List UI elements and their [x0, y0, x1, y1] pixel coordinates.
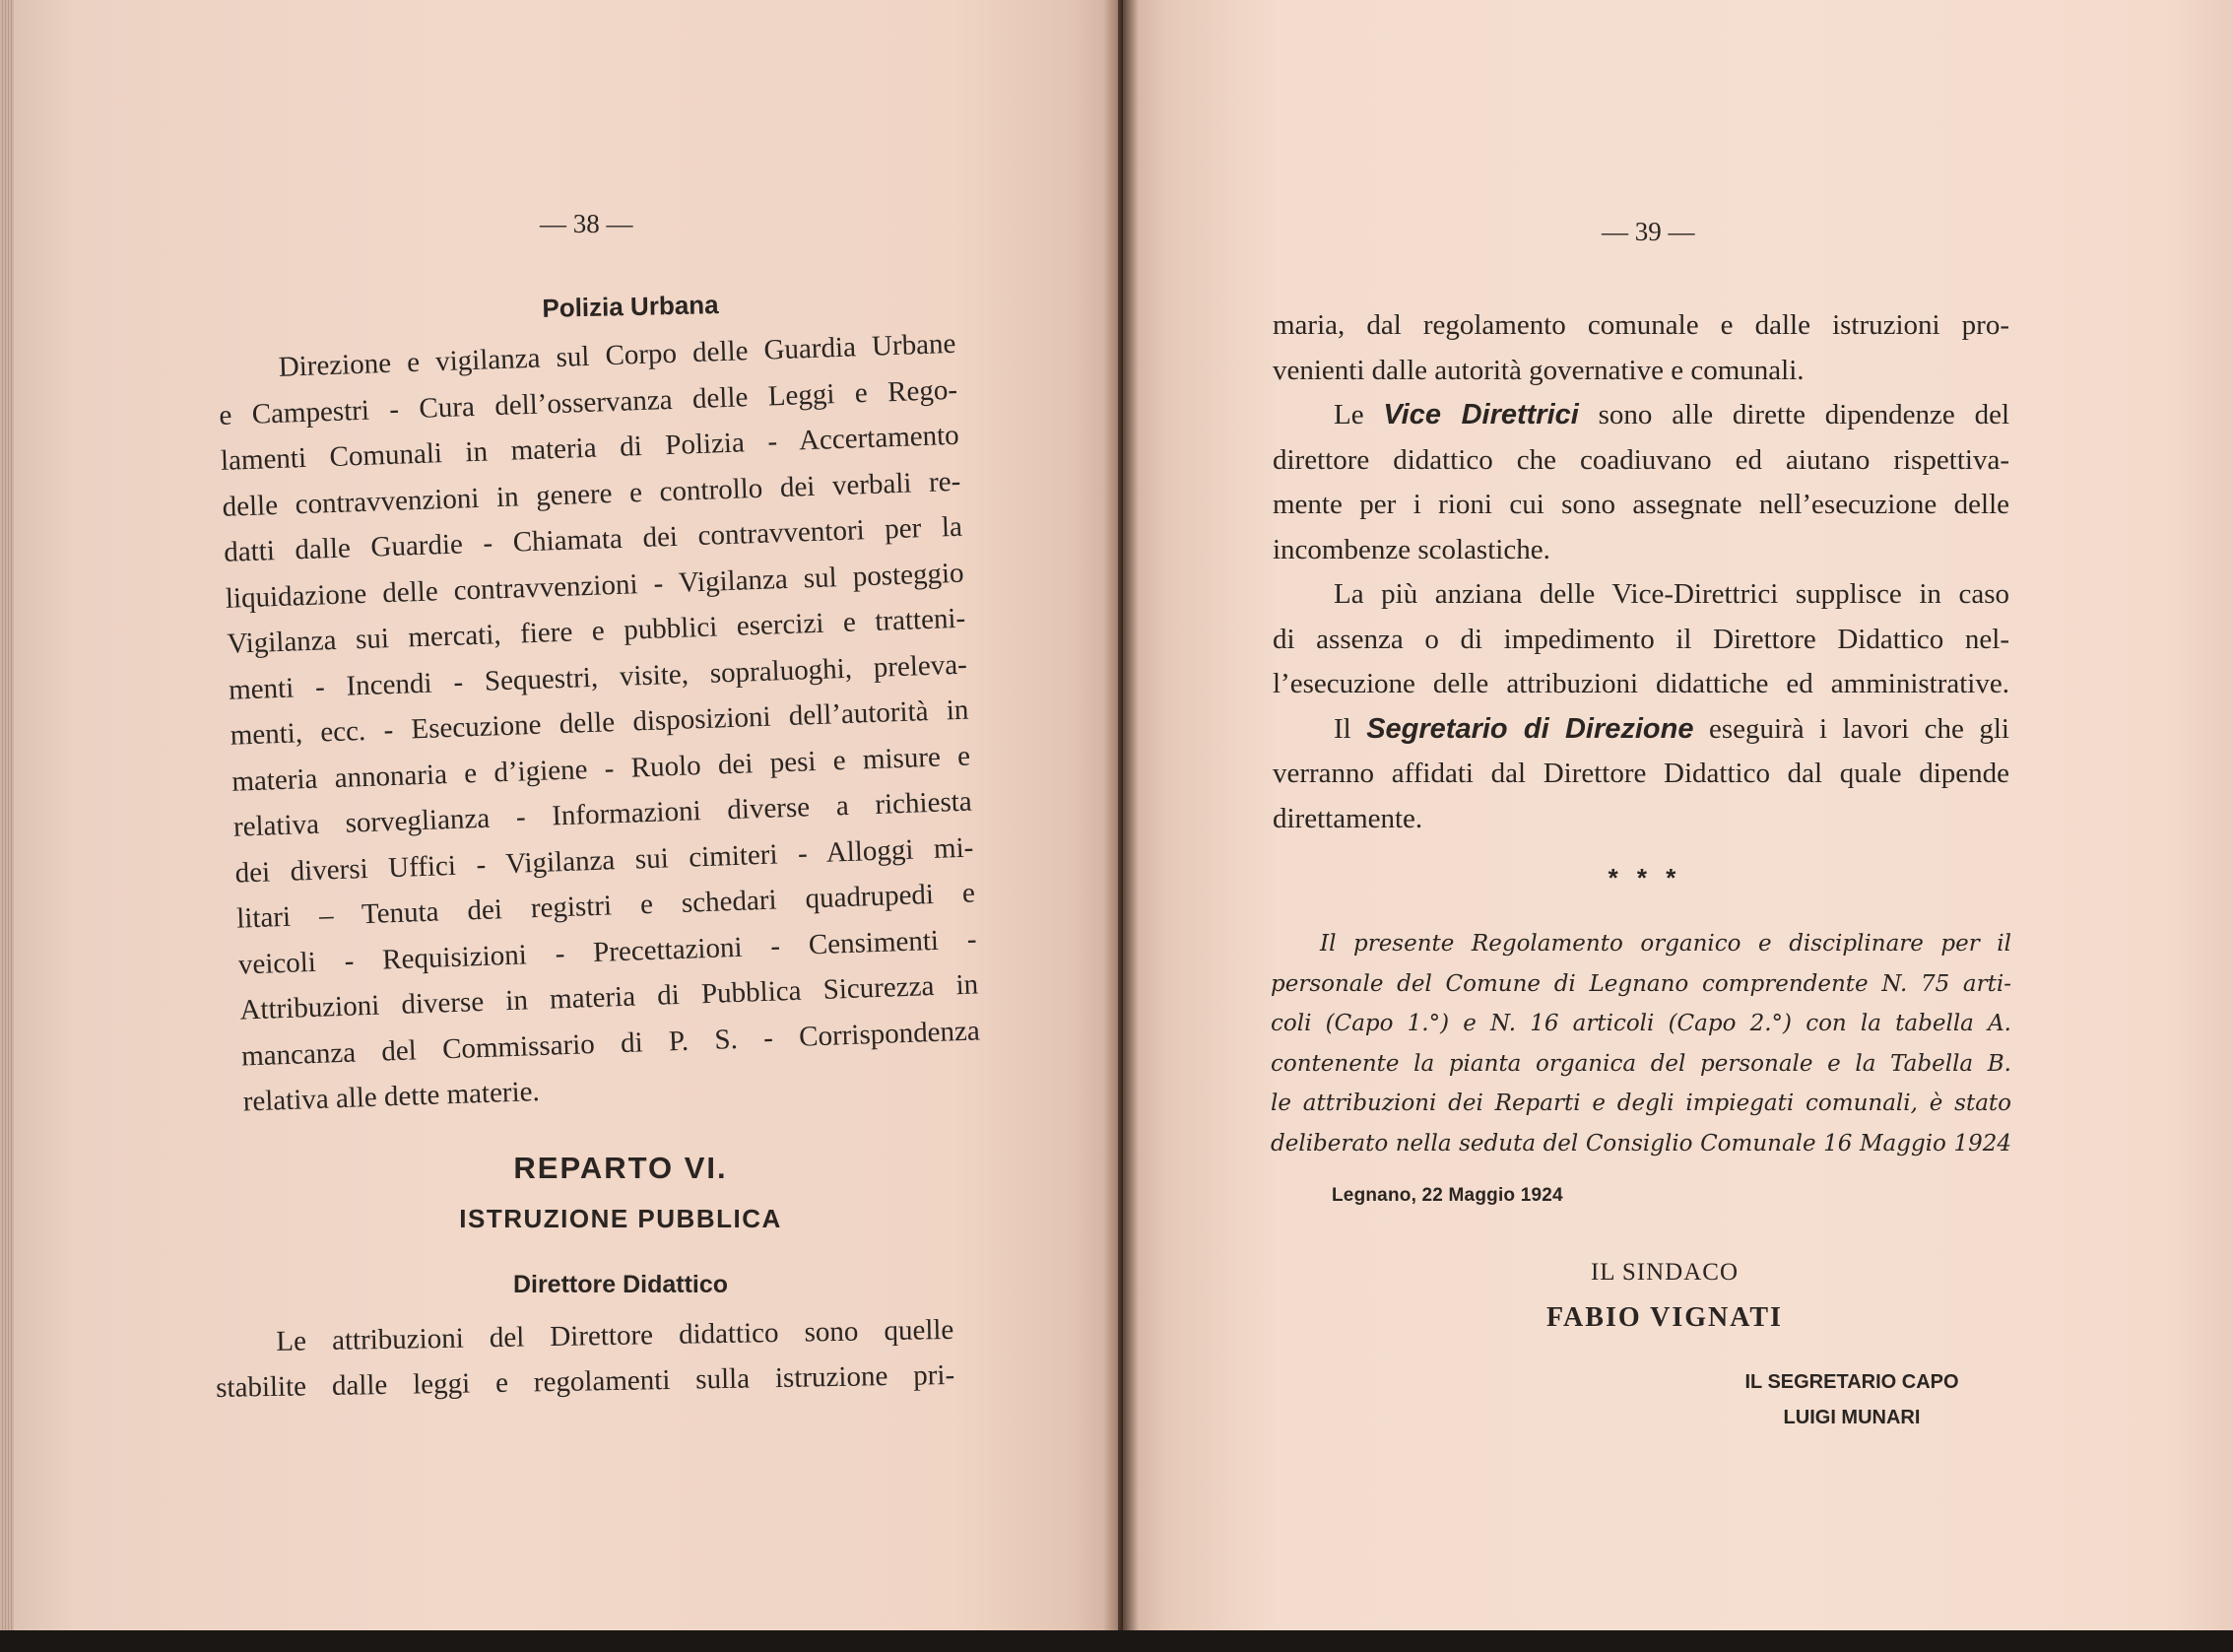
rest-text: sono alle dirette dipendenze del	[1578, 399, 2009, 430]
rest-text: eseguirà i lavori che gli	[1693, 712, 2009, 745]
italic-term: Vice Direttrici	[1383, 399, 1579, 430]
direttore-text	[215, 1307, 954, 1411]
body-line: liquidazione delle contravvenzioni - Vigilanza sul posteggio	[225, 557, 965, 615]
body-line: di assenza o di impedimento il Direttore Didattico nel-	[1273, 623, 2009, 655]
body-line: lamenti Comunali in materia di Polizia - Accertamento	[220, 419, 960, 477]
right-body-text	[1273, 303, 2009, 841]
body-line: menti - Incendi - Sequestri, visite, sopraluoghi, preleva-	[228, 648, 968, 706]
italic-term: Segretario di Direzione	[1366, 712, 1694, 745]
page-number-left: — 38 —	[540, 209, 633, 238]
reparto-heading: REPARTO VI.	[513, 1151, 728, 1185]
body-line: litari – Tenuta dei registri e schedari quadrupedi e	[235, 877, 976, 935]
body-line: delle contravvenzioni in genere e controllo dei verbali re-	[222, 465, 961, 523]
mayor-title: IL SINDACO	[1590, 1259, 1740, 1286]
decree-line: Il presente Regolamento organico e disciplinare per il	[1320, 931, 2011, 957]
book-gutter	[1103, 0, 1139, 1652]
body-line: Vigilanza sui mercati, fiere e pubblici esercizi e tratteni-	[226, 602, 966, 660]
body-line: mente per i rioni cui sono assegnate nell’esecuzione delle	[1273, 489, 2009, 520]
asterism: * * *	[1608, 863, 1682, 892]
body-line: Attribuzioni diverse in materia di Pubblica Sicurezza in	[238, 968, 979, 1026]
decree-line: coli (Capo 1.°) e N. 16 articoli (Capo 2.°) con la tabella A.	[1271, 1011, 2011, 1036]
direttore-line: stabilite dalle leggi e regolamenti sulla istruzione pri-	[215, 1358, 955, 1404]
reparto-subheading: ISTRUZIONE PUBBLICA	[459, 1204, 782, 1233]
body-line: menti, ecc. - Esecuzione delle disposizioni dell’autorità in	[230, 694, 969, 752]
body-line: Direzione e vigilanza sul Corpo delle Guardia Urbane	[278, 327, 956, 383]
body-line: direttore didattico che coadiuvano ed aiutano rispettiva-	[1273, 443, 2009, 476]
decree-line: le attribuzioni dei Reparti e degli impiegati comunali, è stato	[1271, 1090, 2011, 1116]
decree-line: personale del Comune di Legnano comprendente N. 75 arti-	[1271, 970, 2011, 997]
body-line: relativa sorveglianza - Informazioni diverse a richiesta	[232, 785, 973, 843]
body-line: relativa alle dette materie.	[242, 1076, 541, 1118]
lead-text: Il	[1334, 712, 1367, 745]
body-line: direttamente.	[1273, 802, 1423, 834]
direttore-line: Le attribuzioni del Direttore didattico sono quelle	[276, 1313, 954, 1357]
page-number-right: — 39 —	[1602, 217, 1695, 246]
mayor-name: FABIO VIGNATI	[1546, 1302, 1783, 1333]
body-line: maria, dal regolamento comunale e dalle istruzioni pro-	[1273, 309, 2009, 341]
body-line: materia annonaria e d’igiene - Ruolo dei pesi e misure e	[230, 740, 971, 798]
body-line: veicoli - Requisizioni - Precettazioni - Censimenti -	[237, 922, 978, 981]
body-line: datti dalle Guardie - Chiamata dei contravventori per la	[223, 510, 963, 568]
place-date: Legnano, 22 Maggio 1924	[1332, 1185, 1563, 1206]
secretary-title: IL SEGRETARIO CAPO	[1744, 1371, 1959, 1393]
decree-line: contenente la pianta organica del personale e la Tabella B.	[1271, 1050, 2011, 1077]
body-line: venienti dalle autorità governative e comunali.	[1273, 354, 1805, 386]
vice-direttrici-line	[1273, 393, 2009, 438]
left-body-text	[217, 321, 982, 1125]
bottom-shadow	[0, 1630, 2233, 1652]
segretario-line	[1273, 707, 2009, 753]
body-line: La più anziana delle Vice-Direttrici supplisce in caso	[1334, 578, 2009, 610]
body-line: incombenze scolastiche.	[1273, 533, 1550, 565]
body-line: verranno affidati dal Direttore Didattico dal quale dipende	[1273, 758, 2009, 789]
body-line: e Campestri - Cura dell’osservanza delle Leggi e Rego-	[218, 373, 958, 431]
section-heading-polizia: Polizia Urbana	[542, 290, 719, 323]
secretary-name: LUIGI MUNARI	[1783, 1407, 1921, 1428]
decree-text	[1271, 924, 2011, 1163]
page-edges	[0, 0, 14, 1652]
lead-text: Le	[1334, 399, 1384, 430]
body-line: mancanza del Commissario di P. S. - Corrispondenza	[240, 1014, 981, 1073]
direttore-heading: Direttore Didattico	[512, 1271, 729, 1298]
decree-line: deliberato nella seduta del Consiglio Comunale 16 Maggio 1924	[1271, 1130, 2011, 1156]
body-line: l’esecuzione delle attribuzioni didattiche ed amministrative.	[1273, 668, 2009, 699]
body-line: dei diversi Uffici - Vigilanza sui cimiteri - Alloggi mi-	[234, 831, 974, 890]
